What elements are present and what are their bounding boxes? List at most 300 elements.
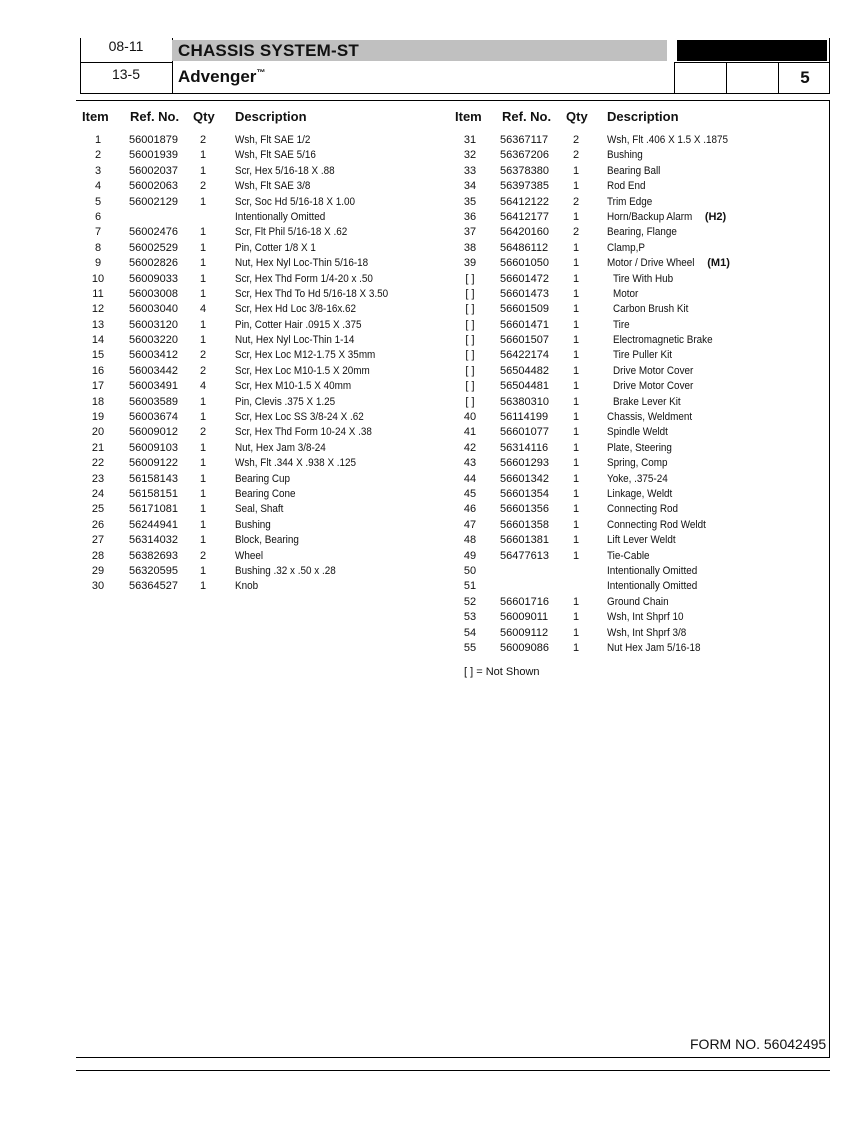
ref-number: 56412122	[500, 195, 549, 208]
description	[235, 395, 346, 410]
ref-number: 56002129	[129, 195, 178, 208]
description-text: Wsh, Flt SAE 1/2	[235, 134, 311, 146]
description	[607, 425, 675, 440]
description-text: Scr, Hex Hd Loc 3/8-16x.62	[235, 303, 357, 316]
ref-number: 56378380	[500, 164, 549, 177]
description-text: Drive Motor Cover	[613, 380, 694, 393]
header-black-block	[677, 40, 827, 61]
quantity: 1	[572, 364, 580, 377]
item-number: 50	[463, 564, 477, 577]
ref-number: 56009086	[500, 641, 549, 654]
ref-number: 56009033	[129, 272, 178, 285]
ref-number: 56003589	[129, 395, 178, 408]
description-text: Connecting Rod Weldt	[607, 518, 706, 531]
description	[235, 318, 376, 333]
item-number: 19	[91, 411, 105, 424]
part-row	[78, 333, 438, 348]
description-text: Bushing	[235, 518, 271, 531]
item-number: 46	[463, 503, 477, 516]
description-text: Scr, Soc Hd 5/16-18 X 1.00	[235, 195, 355, 208]
quantity: 1	[572, 534, 580, 547]
item-number: 15	[91, 349, 105, 362]
description	[613, 395, 688, 410]
description	[607, 518, 717, 533]
product-name	[178, 67, 265, 87]
description-text: Wsh, Int Shprf 3/8	[607, 626, 687, 639]
ref-number: 56003442	[129, 364, 178, 377]
description-text: Horn/Backup Alarm	[607, 210, 693, 223]
part-row	[78, 395, 438, 410]
ref-number: 56158151	[129, 487, 178, 500]
part-row	[450, 564, 830, 579]
description	[235, 179, 319, 194]
description-text: Wsh, Flt .406 X 1.5 X .1875	[607, 134, 729, 146]
item-number: 52	[463, 595, 477, 608]
description	[235, 456, 370, 471]
description	[607, 225, 685, 240]
part-row	[450, 626, 830, 641]
item-number: 45	[463, 487, 477, 500]
item-number: 18	[91, 395, 105, 408]
item-number: 7	[94, 226, 102, 239]
right-col-item-header: Item	[455, 109, 482, 124]
part-row	[78, 195, 438, 210]
description	[613, 318, 632, 333]
part-row	[78, 502, 438, 517]
part-row	[450, 164, 830, 179]
description	[607, 133, 742, 148]
part-row	[78, 549, 438, 564]
item-number: [ ]	[465, 303, 475, 316]
item-number: 43	[463, 457, 477, 470]
part-row	[78, 410, 438, 425]
description-text: Seal, Shaft	[235, 503, 284, 516]
ref-number: 56009103	[129, 441, 178, 454]
description	[613, 348, 679, 363]
ref-number: 56380310	[500, 395, 549, 408]
quantity: 1	[572, 549, 580, 562]
description-text: Ground Chain	[607, 595, 669, 608]
form-number: FORM NO. 56042495	[690, 1036, 827, 1052]
item-number: 29	[91, 564, 105, 577]
description-text: Bearing Ball	[607, 164, 661, 177]
part-row	[78, 425, 438, 440]
ref-number: 56314116	[500, 441, 549, 454]
header-bottom-rule	[80, 93, 830, 94]
quantity: 1	[199, 195, 207, 208]
part-row	[450, 456, 830, 471]
header-right-rule	[829, 38, 830, 94]
item-number: 48	[463, 534, 477, 547]
description-text: Intentionally Omitted	[235, 210, 326, 223]
left-parts-list	[78, 133, 438, 595]
part-row	[450, 472, 830, 487]
item-number: 31	[463, 134, 477, 146]
description	[613, 287, 641, 302]
description	[607, 610, 692, 625]
part-row	[450, 302, 830, 317]
ref-number: 56003120	[129, 318, 178, 331]
quantity: 1	[572, 334, 580, 347]
item-number: 6	[94, 210, 102, 223]
item-number: 39	[463, 257, 477, 270]
diagram-code: (H2)	[704, 210, 727, 223]
description-text: Scr, Hex Thd To Hd 5/16-18 X 3.50	[235, 287, 389, 300]
item-number: 40	[463, 411, 477, 424]
ref-number: 56003220	[129, 334, 178, 347]
ref-number: 56397385	[500, 180, 549, 193]
quantity: 1	[199, 503, 207, 516]
ref-number: 56601472	[500, 272, 549, 285]
part-row	[450, 256, 830, 271]
quantity: 1	[572, 272, 580, 285]
quantity: 2	[572, 195, 580, 208]
ref-number: 56601050	[500, 257, 549, 270]
section-number: 13-5	[111, 66, 141, 82]
item-number: [ ]	[465, 395, 475, 408]
ref-number: 56601716	[500, 595, 549, 608]
description	[607, 626, 695, 641]
ref-number: 56001879	[129, 134, 178, 146]
title-bar	[172, 40, 667, 61]
part-row	[78, 579, 438, 594]
quantity: 1	[572, 303, 580, 316]
ref-number: 56003674	[129, 411, 178, 424]
ref-number: 56367206	[500, 149, 549, 162]
part-row	[78, 210, 438, 225]
part-row	[450, 287, 830, 302]
quantity: 1	[199, 226, 207, 239]
description-text: Pin, Cotter Hair .0915 X .375	[235, 318, 362, 331]
page-number: 5	[800, 68, 810, 87]
page-top-rule	[76, 100, 830, 101]
description	[607, 210, 726, 225]
ref-number: 56003040	[129, 303, 178, 316]
ref-number: 56504482	[500, 364, 549, 377]
description	[607, 472, 674, 487]
description-text: Intentionally Omitted	[607, 580, 698, 593]
quantity: 1	[572, 180, 580, 193]
item-number: 55	[463, 641, 477, 654]
ref-number: 56320595	[129, 564, 178, 577]
quantity: 2	[572, 149, 580, 162]
description-text: Tie-Cable	[607, 549, 650, 562]
description	[235, 195, 368, 210]
description	[235, 579, 261, 594]
ref-number: 56601471	[500, 318, 549, 331]
description-text: Tire	[613, 318, 630, 331]
description	[607, 164, 666, 179]
quantity: 1	[572, 641, 580, 654]
diagram-code: (M1)	[707, 257, 730, 270]
ref-number: 56412177	[500, 210, 549, 223]
item-number: 26	[91, 518, 105, 531]
item-number: [ ]	[465, 287, 475, 300]
description	[235, 210, 335, 225]
description-text: Bushing .32 x .50 x .28	[235, 564, 336, 577]
quantity: 1	[572, 318, 580, 331]
left-col-desc-header: Description	[235, 109, 307, 124]
description	[235, 487, 302, 502]
description-text: Bushing	[607, 149, 643, 162]
description	[607, 456, 674, 471]
item-number: 27	[91, 534, 105, 547]
quantity: 2	[199, 134, 207, 146]
item-number: 10	[91, 272, 105, 285]
description	[607, 579, 707, 594]
ref-number: 56382693	[129, 549, 178, 562]
quantity: 1	[199, 472, 207, 485]
part-row	[450, 348, 830, 363]
quantity: 1	[572, 241, 580, 254]
item-number: 8	[94, 241, 102, 254]
item-number: 12	[91, 303, 105, 316]
description-text: Tire Puller Kit	[613, 349, 673, 362]
description-text: Bearing Cone	[235, 487, 296, 500]
description-text: Knob	[235, 580, 259, 593]
ref-number: 56009122	[129, 457, 178, 470]
item-number: 38	[463, 241, 477, 254]
description	[235, 302, 370, 317]
item-number: 22	[91, 457, 105, 470]
quantity: 4	[199, 380, 207, 393]
description	[235, 287, 405, 302]
part-row	[78, 456, 438, 471]
description-text: Tire With Hub	[613, 272, 674, 285]
item-number: 30	[91, 580, 105, 593]
quantity: 1	[199, 149, 207, 162]
description-text: Connecting Rod	[607, 503, 679, 516]
ref-number: 56601293	[500, 457, 549, 470]
item-number: 44	[463, 472, 477, 485]
ref-number: 56422174	[500, 349, 549, 362]
description-text: Scr, Hex Loc M10-1.5 X 20mm	[235, 364, 370, 377]
ref-number: 56486112	[500, 241, 549, 254]
description	[235, 425, 387, 440]
description	[607, 241, 649, 256]
ref-number: 56601358	[500, 518, 549, 531]
part-row	[450, 333, 830, 348]
description	[613, 333, 724, 348]
ref-number: 56244941	[129, 518, 178, 531]
description-text: Wheel	[235, 549, 264, 562]
ref-number: 56009112	[500, 626, 549, 639]
quantity: 1	[199, 164, 207, 177]
description-text: Brake Lever Kit	[613, 395, 681, 408]
description-text: Linkage, Weldt	[607, 487, 673, 500]
part-row	[450, 549, 830, 564]
header-box-top-rule	[674, 62, 830, 63]
ref-number: 56009012	[129, 426, 178, 439]
description-text: Scr, Hex Loc M12-1.75 X 35mm	[235, 349, 376, 362]
part-row	[450, 579, 830, 594]
part-row	[450, 502, 830, 517]
part-row	[450, 487, 830, 502]
item-number: 49	[463, 549, 477, 562]
ref-number: 56009011	[500, 611, 549, 624]
description	[607, 564, 707, 579]
description-text: Bearing, Flange	[607, 226, 677, 239]
description-text: Trim Edge	[607, 195, 653, 208]
description	[607, 179, 650, 194]
part-row	[78, 487, 438, 502]
description-text: Spring, Comp	[607, 457, 668, 470]
left-col-ref-header: Ref. No.	[130, 109, 180, 124]
ref-number: 56364527	[129, 580, 178, 593]
description	[607, 148, 647, 163]
item-number: 47	[463, 518, 477, 531]
quantity: 1	[199, 287, 207, 300]
date-code: 08-11	[108, 38, 144, 54]
footer-rule-2	[76, 1070, 830, 1071]
item-number: 2	[94, 149, 102, 162]
quantity: 2	[199, 364, 207, 377]
part-row	[450, 179, 830, 194]
item-number: 24	[91, 487, 105, 500]
description	[235, 333, 368, 348]
ref-number: 56601509	[500, 303, 549, 316]
description	[607, 641, 711, 656]
item-number: 36	[463, 210, 477, 223]
part-row	[450, 379, 830, 394]
part-row	[450, 364, 830, 379]
ref-number: 56601473	[500, 287, 549, 300]
description	[235, 549, 266, 564]
ref-number: 56002826	[129, 257, 178, 270]
quantity: 2	[572, 134, 580, 146]
part-row	[78, 564, 438, 579]
ref-number: 56314032	[129, 534, 178, 547]
item-number: 1	[94, 134, 102, 146]
description	[235, 364, 385, 379]
description	[607, 549, 654, 564]
ref-number: 56601507	[500, 334, 549, 347]
description-text: Nut, Hex Jam 3/8-24	[235, 441, 326, 454]
ref-number: 56003491	[129, 380, 178, 393]
description-text: Block, Bearing	[235, 534, 299, 547]
description	[235, 410, 378, 425]
header-mid-rule	[80, 62, 172, 63]
item-number: 51	[463, 580, 477, 593]
description	[613, 302, 697, 317]
item-number: [ ]	[465, 272, 475, 285]
part-row	[78, 148, 438, 163]
part-row	[78, 302, 438, 317]
footer-rule-1	[76, 1057, 830, 1058]
part-row	[78, 225, 438, 240]
item-number: 34	[463, 180, 477, 193]
part-row	[450, 395, 830, 410]
description-text: Bearing Cup	[235, 472, 291, 485]
description	[235, 564, 347, 579]
description	[235, 533, 306, 548]
item-number: 17	[91, 380, 105, 393]
ref-number: 56171081	[129, 503, 178, 516]
quantity: 1	[572, 257, 580, 270]
quantity: 1	[572, 626, 580, 639]
ref-number: 56504481	[500, 380, 549, 393]
item-number: 25	[91, 503, 105, 516]
part-row	[78, 287, 438, 302]
quantity: 1	[572, 457, 580, 470]
left-col-qty-header: Qty	[193, 109, 215, 124]
part-row	[78, 256, 438, 271]
description	[235, 272, 388, 287]
part-row	[78, 241, 438, 256]
description	[607, 195, 657, 210]
left-col-item-header: Item	[82, 109, 109, 124]
item-number: 5	[94, 195, 102, 208]
part-row	[450, 272, 830, 287]
part-row	[450, 210, 830, 225]
quantity: 1	[572, 411, 580, 424]
part-row	[78, 133, 438, 148]
description-text: Yoke, .375-24	[607, 472, 668, 485]
part-row	[450, 641, 830, 656]
item-number: 4	[94, 180, 102, 193]
ref-number: 56002476	[129, 226, 178, 239]
page-title: CHASSIS SYSTEM-ST	[178, 41, 359, 60]
ref-number: 56002037	[129, 164, 178, 177]
description	[607, 595, 676, 610]
ref-number: 56601077	[500, 426, 549, 439]
product-name-text: Advenger	[178, 67, 257, 86]
description-text: Intentionally Omitted	[607, 564, 698, 577]
item-number: 23	[91, 472, 105, 485]
description	[607, 256, 730, 271]
right-col-ref-header: Ref. No.	[502, 109, 552, 124]
quantity: 2	[199, 549, 207, 562]
description	[235, 441, 336, 456]
description-text: Spindle Weldt	[607, 426, 668, 439]
ref-number: 56477613	[500, 549, 549, 562]
ref-number: 56002063	[129, 180, 178, 193]
quantity: 1	[199, 580, 207, 593]
description-text: Rod End	[607, 180, 646, 193]
part-row	[450, 533, 830, 548]
description-text: Pin, Cotter 1/8 X 1	[235, 241, 316, 254]
ref-number: 56158143	[129, 472, 178, 485]
item-number: [ ]	[465, 318, 475, 331]
page-right-rule	[829, 100, 830, 1057]
part-row	[78, 164, 438, 179]
ref-number: 56002529	[129, 241, 178, 254]
item-number: 32	[463, 149, 477, 162]
description	[607, 502, 686, 517]
quantity: 1	[199, 318, 207, 331]
item-number: 28	[91, 549, 105, 562]
description-text: Chassis, Weldment	[607, 411, 693, 424]
item-number: 53	[463, 611, 477, 624]
quantity: 1	[199, 518, 207, 531]
description	[235, 256, 383, 271]
ref-number: 56003008	[129, 287, 178, 300]
description	[613, 272, 680, 287]
description	[235, 148, 325, 163]
quantity: 1	[199, 564, 207, 577]
item-number: 14	[91, 334, 105, 347]
part-row	[450, 610, 830, 625]
quantity: 1	[199, 257, 207, 270]
part-row	[450, 195, 830, 210]
description	[613, 364, 702, 379]
quantity: 1	[199, 487, 207, 500]
quantity: 1	[572, 426, 580, 439]
item-number: 3	[94, 164, 102, 177]
description-text: Wsh, Flt SAE 5/16	[235, 149, 316, 162]
part-row	[78, 272, 438, 287]
description	[235, 348, 391, 363]
